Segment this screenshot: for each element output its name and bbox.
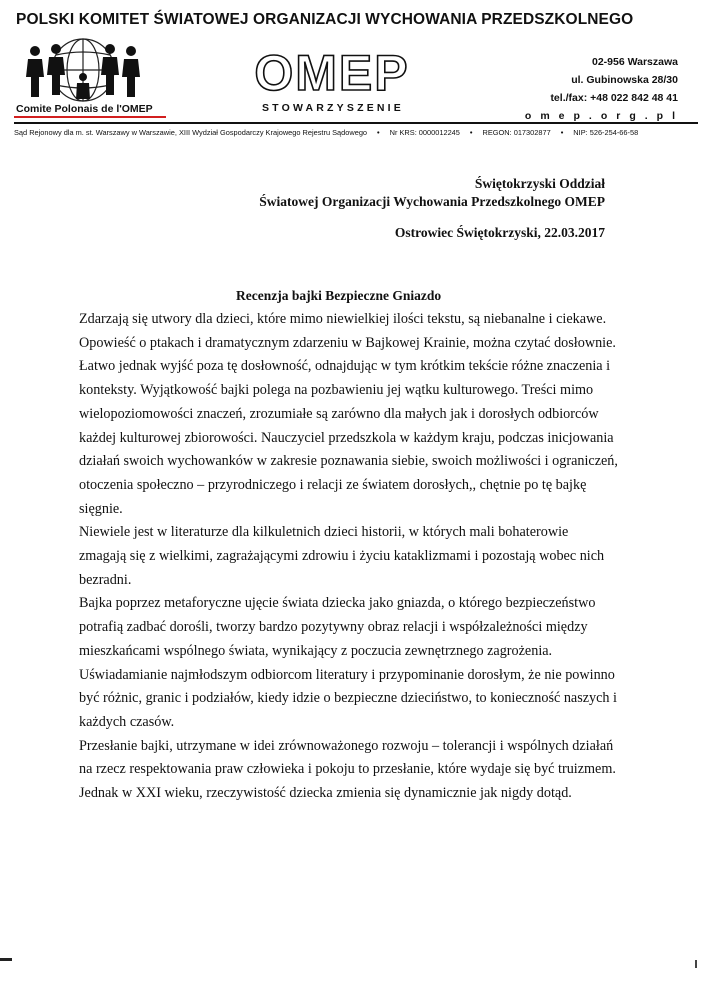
street-address: ul. Gubinowska 28/30 [571, 74, 678, 86]
association-label: STOWARZYSZENIE [261, 102, 405, 114]
address-block [524, 53, 684, 125]
omep-wordmark-logo [252, 46, 412, 98]
recipient-line-1: Świętokrzyski Oddział [474, 176, 605, 191]
scan-edge-mark [0, 958, 12, 961]
paragraph: Uświadamianie najmłodszym odbiorcom literatury i przypominanie dorosłym, że nie powinno być różnic, granic i podziałów, kiedy idzie o bezpieczne dzieciństwo, to konieczność naszych i każdych czasów. [79, 666, 617, 730]
separator-dot: • [560, 128, 564, 137]
paragraph: Zdarzają się utwory dla dzieci, które mimo niewielkiej ilości tekstu, są niebanalne i ciekawe. Opowieść o ptakach i dramatycznym zdarzeniu w Bajkowej Krainie, można czytać dosłownie. [79, 311, 616, 351]
phone-fax: tel./fax: +48 022 842 48 41 [550, 92, 678, 104]
recipient-line-2: Światowej Organizacji Wychowania Przedszkolnego OMEP [259, 194, 605, 209]
separator-dot: • [469, 128, 473, 137]
nip-number: NIP: 526-254-66-58 [573, 128, 639, 137]
website-link[interactable]: omep.org.pl [524, 110, 684, 122]
regon-number: REGON: 017302877 [482, 128, 551, 137]
organization-name: POLSKI KOMITET ŚWIATOWEJ ORGANIZACJI WYCHOWANIA PRZEDSZKOLNEGO [16, 11, 634, 28]
registry-line [14, 128, 704, 137]
review-body [79, 308, 619, 806]
paragraph: Bajka poprzez metaforyczne ujęcie świata dziecka jako gniazda, o którego bezpieczeństwo potrafią zadbać dorośli, tworzy bardzo pozytywny obraz relacji i współzależności między mieszkańcami wspólnego świata, wynikający z poczucia zewnętrznego zagrożenia. [79, 595, 596, 659]
omep-logo-text: OMEP [254, 46, 410, 98]
postal-city: 02-956 Warszawa [592, 56, 678, 68]
omep-globe-logo-icon [22, 37, 144, 103]
krs-number: Nr KRS: 0000012245 [389, 128, 460, 137]
paragraph: Przesłanie bajki, utrzymane w idei zrównoważonego rozwoju – tolerancji i wspólnych działań na rzecz respektowania praw człowieka i pokoju to przesłanie, które wydaje się być truizmem. Jednak w XXI wieku, rzeczywistość dziecka zmienia się dynamicznie jak nigdy dotąd. [79, 737, 616, 802]
paragraph: Niewiele jest w literaturze dla kilkuletnich dzieci historii, w których mali bohaterowie zmagają się z wielkimi, zagrażającymi zdrowiu i życiu kataklizmami i pozostają wobec nich bezradni. [79, 524, 605, 588]
separator-dot: • [377, 128, 380, 137]
red-divider [14, 116, 166, 118]
scan-edge-mark [695, 960, 697, 968]
court-info: Sąd Rejonowy dla m. st. Warszawy w Warszawie, XIII Wydział Gospodarczy Krajowego Rejestru Sądowego [14, 128, 368, 137]
review-title: Recenzja bajki Bezpieczne Gniazdo [236, 288, 442, 303]
comite-label: Comite Polonais de l'OMEP [16, 103, 153, 115]
recipient-block [259, 175, 605, 211]
black-divider [14, 122, 698, 124]
place-date: Ostrowiec Świętokrzyski, 22.03.2017 [394, 225, 605, 240]
paragraph: Łatwo jednak wyjść poza tę dosłowność, odnajdując w tym krótkim tekście różne znaczenia i konteksty. Wyjątkowość bajki polega na pozbawieniu jej wątku kulturowego. Treści mimo wielopoziomowości znaczeń, zrozumiałe są zarówno dla małych jak i dorosłych odbiorców każdej kulturowej zbiorowości. Nauczyciel przedszkola w każdym kraju, podczas inicjowania działań swoich wychowanków w zakresie poznawania siebie, swoich możliwości i ograniczeń, otoczenia społeczno – przyrodniczego i relacji ze światem dorosłych,, chętnie po tę bajkę sięgnie. [79, 358, 618, 517]
